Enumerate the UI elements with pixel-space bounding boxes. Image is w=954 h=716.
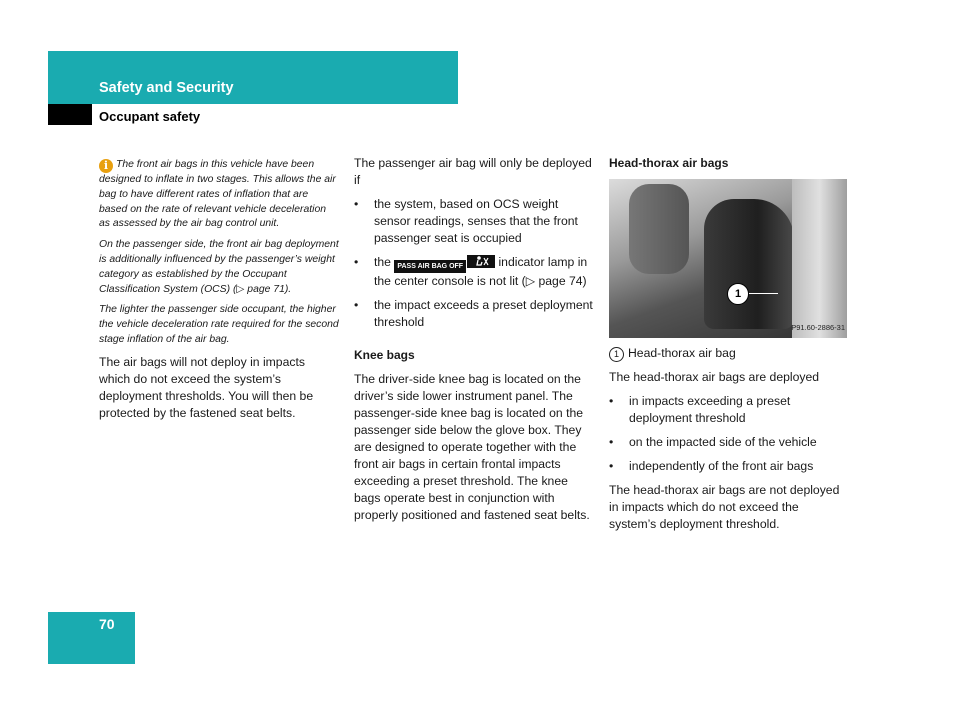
paragraph: The driver-side knee bag is located on the driver’s side lower instrument panel. The passenger-side knee bag is located on the passenger side below the glove box. They are designed to operate together with the front air bags in certain frontal impacts exceeding a preset threshold. The knee bags operate best in conjunction with properly positioned and fastened seat belts. [354,372,590,522]
caption-text: Head-thorax air bag [628,346,736,360]
list-item [609,393,849,427]
list-item-text: in impacts exceeding a preset deployment threshold [629,394,791,425]
paragraph: The passenger air bag will only be deployed if [354,156,592,187]
paragraph: The air bags will not deploy in impacts which do not exceed the system’s deployment thresholds. You will then be protected by the fastened seat belts. [99,354,314,420]
list-item-text: independently of the front air bags [629,459,814,473]
bullet-marker: • [609,459,614,473]
paragraph: The head-thorax air bags are not deployed in impacts which do not exceed the system’s deployment threshold. [609,483,840,531]
header-bar [48,51,458,104]
page-number: 70 [99,616,115,632]
bullet-list [354,196,594,331]
callout-marker: 1 [727,283,749,305]
list-item-text: indicator lamp in the center console is not lit (▷ page 74) [374,255,588,288]
knee-bags-heading: Knee bags [354,348,415,362]
section-tab-marker [48,104,92,125]
list-item [354,297,594,331]
airbag-off-icon [467,255,495,268]
info-icon: i [99,159,113,173]
info-note-1-text: The front air bags in this vehicle have been designed to inflate in two stages. This allows the air bag to have different rates of inflation that are based on the rate of relevant vehicle deceleration as assessed by the air bag control unit. [99,159,336,230]
list-item [609,458,849,475]
bullet-list [609,393,849,475]
list-item-text: the impact exceeds a preset deployment threshold [374,298,593,329]
bullet-marker: • [609,394,614,408]
rear-seat-shape [629,184,689,274]
info-note-3: The lighter the passenger side occupant, the higher the vehicle deceleration rate required for the second stage inflation of the air bag. [99,304,339,345]
info-note-1 [99,158,339,232]
callout-leader-line [748,293,778,294]
list-item-text: the [374,255,391,269]
subsection-title: Occupant safety [99,109,201,124]
pass-air-bag-off-lamp: PASS AIR BAG OFF [394,260,466,273]
door-shape [792,179,847,338]
bullet-marker: • [354,298,359,312]
list-item [609,434,849,451]
bullet-marker: • [354,255,359,269]
photo-code: P91.60-2886-31 [791,323,845,332]
info-note-2: On the passenger side, the front air bag deployment is additionally influenced by the passenger’s weight category as established by the Occupant Classification System (OCS) (▷ page 71). [99,239,339,295]
seat-photo [609,179,847,338]
caption-number: 1 [609,347,624,362]
head-thorax-heading: Head-thorax air bags [609,156,729,170]
paragraph: The head-thorax air bags are deployed [609,370,820,384]
list-item-text: on the impacted side of the vehicle [629,435,817,449]
photo-caption [609,345,849,362]
bullet-marker: • [354,197,359,211]
page-number-box [48,612,135,664]
column-middle [354,155,594,531]
column-right [609,155,849,540]
bullet-marker: • [609,435,614,449]
section-title: Safety and Security [99,80,234,96]
list-item-text: the system, based on OCS weight sensor readings, senses that the front passenger seat is occupied [374,197,578,245]
list-item [354,254,594,290]
front-seat-shape [704,199,794,329]
list-item [354,196,594,247]
column-left [99,158,339,429]
